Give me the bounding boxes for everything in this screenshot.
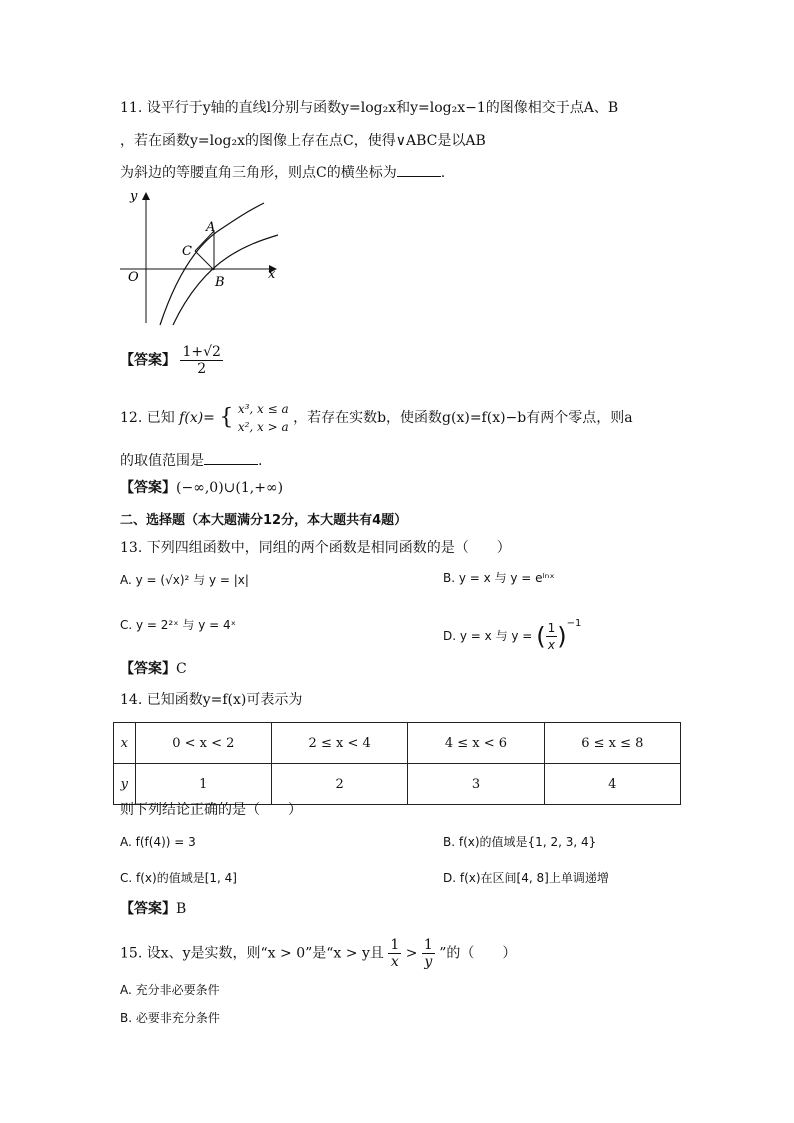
q15-option-b: B. 必要非充分条件 bbox=[120, 1011, 220, 1025]
q15-suffix: ”的（ ） bbox=[439, 945, 517, 962]
paren-right: ) bbox=[557, 622, 567, 651]
fraction-1-over-x bbox=[388, 937, 401, 970]
section-heading: 二、选择题（本大题满分12分，本大题共有4题） bbox=[120, 513, 408, 528]
fraction-denominator: y bbox=[424, 954, 433, 970]
table-cell: 1 bbox=[135, 764, 271, 805]
brace: { bbox=[219, 405, 234, 430]
q13-option-c: C. y = 2²ˣ 与 y = 4ˣ bbox=[120, 618, 236, 632]
label-o: O bbox=[128, 270, 139, 285]
q15-prefix: 15. 设x、y是实数，则“x > 0”是“x > y且 bbox=[120, 945, 384, 962]
table-cell: x bbox=[114, 723, 136, 764]
q14-option-a: A. f(f(4)) = 3 bbox=[120, 835, 196, 849]
q11-line3-text: 为斜边的等腰直角三角形，则点C的横坐标为 bbox=[120, 165, 397, 181]
table-row bbox=[114, 764, 681, 805]
table-cell: 4 ≤ x < 6 bbox=[408, 723, 544, 764]
label-x: x bbox=[268, 267, 276, 282]
answer-tag: 【答案】 bbox=[120, 901, 176, 917]
q14-stem: 14. 已知函数y=f(x)可表示为 bbox=[120, 692, 303, 708]
q15-option-a: A. 充分非必要条件 bbox=[120, 983, 220, 997]
q12-prefix: 12. 已知 bbox=[120, 410, 175, 426]
case-2: x², x > a bbox=[237, 420, 289, 434]
q13-stem: 13. 下列四组函数中，同组的两个函数是相同函数的是（ ） bbox=[120, 540, 511, 556]
answer-value: (−∞,0)∪(1,+∞) bbox=[176, 480, 284, 496]
fraction-numerator: 1 bbox=[390, 937, 400, 953]
q14-option-c: C. f(x)的值域是[1, 4] bbox=[120, 871, 237, 885]
q11-line1: 11. 设平行于y轴的直线l分别与函数y=log₂x和y=log₂x−1的图像相交于点A、B bbox=[120, 100, 619, 116]
q12-line2 bbox=[120, 450, 262, 471]
q13-option-a: A. y = (√x)² 与 y = |x| bbox=[120, 573, 249, 587]
q14-option-d: D. f(x)在区间[4, 8]上单调递增 bbox=[443, 871, 609, 885]
q14-after: 则下列结论正确的是（ ） bbox=[120, 802, 302, 818]
table-cell: 0 < x < 2 bbox=[135, 723, 271, 764]
table-cell: 3 bbox=[408, 764, 544, 805]
q14-answer bbox=[120, 899, 186, 919]
q12-line2-end: . bbox=[258, 453, 263, 469]
answer-tag: 【答案】 bbox=[120, 661, 176, 677]
table-cell: 4 bbox=[544, 764, 680, 805]
fraction-numerator: 1 bbox=[423, 937, 433, 953]
q15-stem bbox=[120, 937, 516, 970]
fraction-denominator: x bbox=[547, 638, 555, 652]
answer-tag: 【答案】 bbox=[120, 352, 176, 369]
function-table bbox=[113, 722, 681, 805]
fraction-denominator: x bbox=[390, 954, 399, 970]
label-y: y bbox=[130, 189, 138, 204]
q12-function: f(x)= bbox=[179, 410, 215, 426]
piecewise-cases bbox=[238, 400, 289, 436]
option-d-fraction bbox=[546, 620, 558, 653]
q11-answer bbox=[120, 344, 223, 377]
answer-numerator: 1+√2 bbox=[182, 344, 221, 360]
q13-option-d bbox=[443, 614, 581, 653]
answer-fraction bbox=[180, 344, 222, 377]
case-1: x³, x ≤ a bbox=[237, 402, 289, 416]
q14-option-b: B. f(x)的值域是{1, 2, 3, 4} bbox=[443, 835, 597, 849]
answer-value: B bbox=[176, 901, 187, 917]
q12-answer bbox=[120, 478, 283, 498]
label-b: B bbox=[215, 275, 225, 290]
segment-cb bbox=[195, 251, 214, 270]
q13-answer bbox=[120, 659, 187, 679]
q11-line3-end: . bbox=[440, 165, 446, 181]
q11-line2: ，若在函数y=log₂x的图像上存在点C，使得∨ABC是以AB bbox=[120, 133, 486, 149]
label-c: C bbox=[182, 244, 192, 259]
fraction-1-over-y bbox=[422, 937, 435, 970]
answer-value: C bbox=[176, 661, 187, 677]
answer-denominator: 2 bbox=[197, 361, 207, 377]
table-row bbox=[114, 723, 681, 764]
q11-graph bbox=[118, 185, 288, 327]
answer-blank bbox=[397, 162, 441, 177]
paren-left: ( bbox=[536, 622, 546, 651]
q13-option-b: B. y = x 与 y = eˡⁿˣ bbox=[443, 571, 555, 585]
label-a: A bbox=[206, 220, 216, 235]
q12-line2-text: 的取值范围是 bbox=[120, 453, 204, 469]
q11-line3 bbox=[120, 162, 445, 183]
table-cell: 6 ≤ x ≤ 8 bbox=[544, 723, 680, 764]
table-cell: y bbox=[114, 764, 136, 805]
option-d-text: D. y = x 与 y = bbox=[443, 629, 533, 643]
greater-than: > bbox=[405, 945, 418, 962]
fraction-numerator: 1 bbox=[547, 621, 556, 635]
q12-suffix: ，若存在实数b，使函数g(x)=f(x)−b有两个零点，则a bbox=[293, 410, 633, 426]
table-cell: 2 ≤ x < 4 bbox=[271, 723, 407, 764]
option-d-exponent: −1 bbox=[566, 618, 582, 629]
answer-blank bbox=[204, 450, 258, 465]
q12-line1 bbox=[120, 400, 633, 436]
answer-tag: 【答案】 bbox=[120, 480, 176, 496]
table-cell: 2 bbox=[271, 764, 407, 805]
